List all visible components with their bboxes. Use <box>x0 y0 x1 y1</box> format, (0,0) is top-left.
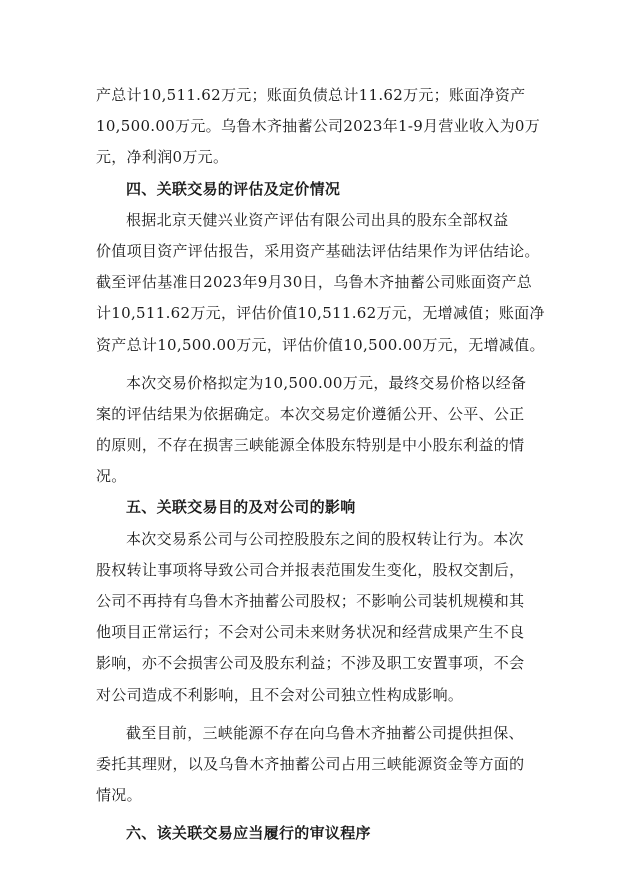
text-line: 况。 <box>96 467 127 486</box>
section-6-heading: 六、该关联交易应当履行的审议程序 <box>126 824 371 843</box>
text-line: 对公司造成不利影响，且不会对公司独立性构成影响。 <box>96 685 464 704</box>
document-page <box>96 80 545 850</box>
section-4-paragraph-2 <box>96 368 542 493</box>
text-line: 产总计10,511.62万元；账面负债总计11.62万元；账面净资产 <box>96 86 526 104</box>
text-line: 截至评估基准日2023年9月30日，乌鲁木齐抽蓄公司账面资产总 <box>96 273 533 292</box>
text-line: 委托其理财，以及乌鲁木齐抽蓄公司占用三峡能源资金等方面的 <box>96 754 525 773</box>
section-5-paragraph-1 <box>96 524 542 711</box>
text-line: 10,500.00万元。乌鲁木齐抽蓄公司2023年1-9月营业收入为0万 <box>96 117 541 136</box>
text-line: 的原则，不存在损害三峡能源全体股东特别是中小股东利益的情 <box>96 436 525 455</box>
text-line: 情况。 <box>96 786 142 805</box>
text-line: 股权转让事项将导致公司合并报表范围发生变化，股权交割后， <box>96 560 525 579</box>
text-line: 本次交易系公司与公司控股股东之间的股权转让行为。本次 <box>126 529 524 548</box>
section-4-heading: 四、关联交易的评估及定价情况 <box>126 179 341 198</box>
section-4-paragraph-1 <box>96 205 545 361</box>
text-line: 公司不再持有乌鲁木齐抽蓄公司股权；不影响公司装机规模和其 <box>96 592 525 610</box>
text-line: 本次交易价格拟定为10,500.00万元，最终交易价格以经备 <box>126 373 527 392</box>
continued-paragraph <box>96 80 542 174</box>
section-5-paragraph-2 <box>96 718 542 812</box>
text-line: 截至目前，三峡能源不存在向乌鲁木齐抽蓄公司提供担保、 <box>126 723 524 742</box>
text-line: 资产总计10,500.00万元，评估价值10,500.00万元，无增减值。 <box>96 335 545 354</box>
text-line: 根据北京天健兴业资产评估有限公司出具的股东全部权益 <box>126 210 509 229</box>
text-line: 案的评估结果为依据确定。本次交易定价遵循公开、公平、公正 <box>96 404 525 423</box>
section-5-heading: 五、关联交易目的及对公司的影响 <box>126 498 356 517</box>
text-line: 元，净利润0万元。 <box>96 148 229 167</box>
text-line: 影响，亦不会损害公司及股东利益；不涉及职工安置事项，不会 <box>96 654 525 673</box>
text-line: 计10,511.62万元，评估价值10,511.62万元，无增减值；账面净 <box>96 304 545 323</box>
text-line: 价值项目资产评估报告，采用资产基础法评估结果作为评估结论。 <box>96 241 540 260</box>
text-line: 他项目正常运行；不会对公司未来财务状况和经营成果产生不良 <box>96 623 525 642</box>
